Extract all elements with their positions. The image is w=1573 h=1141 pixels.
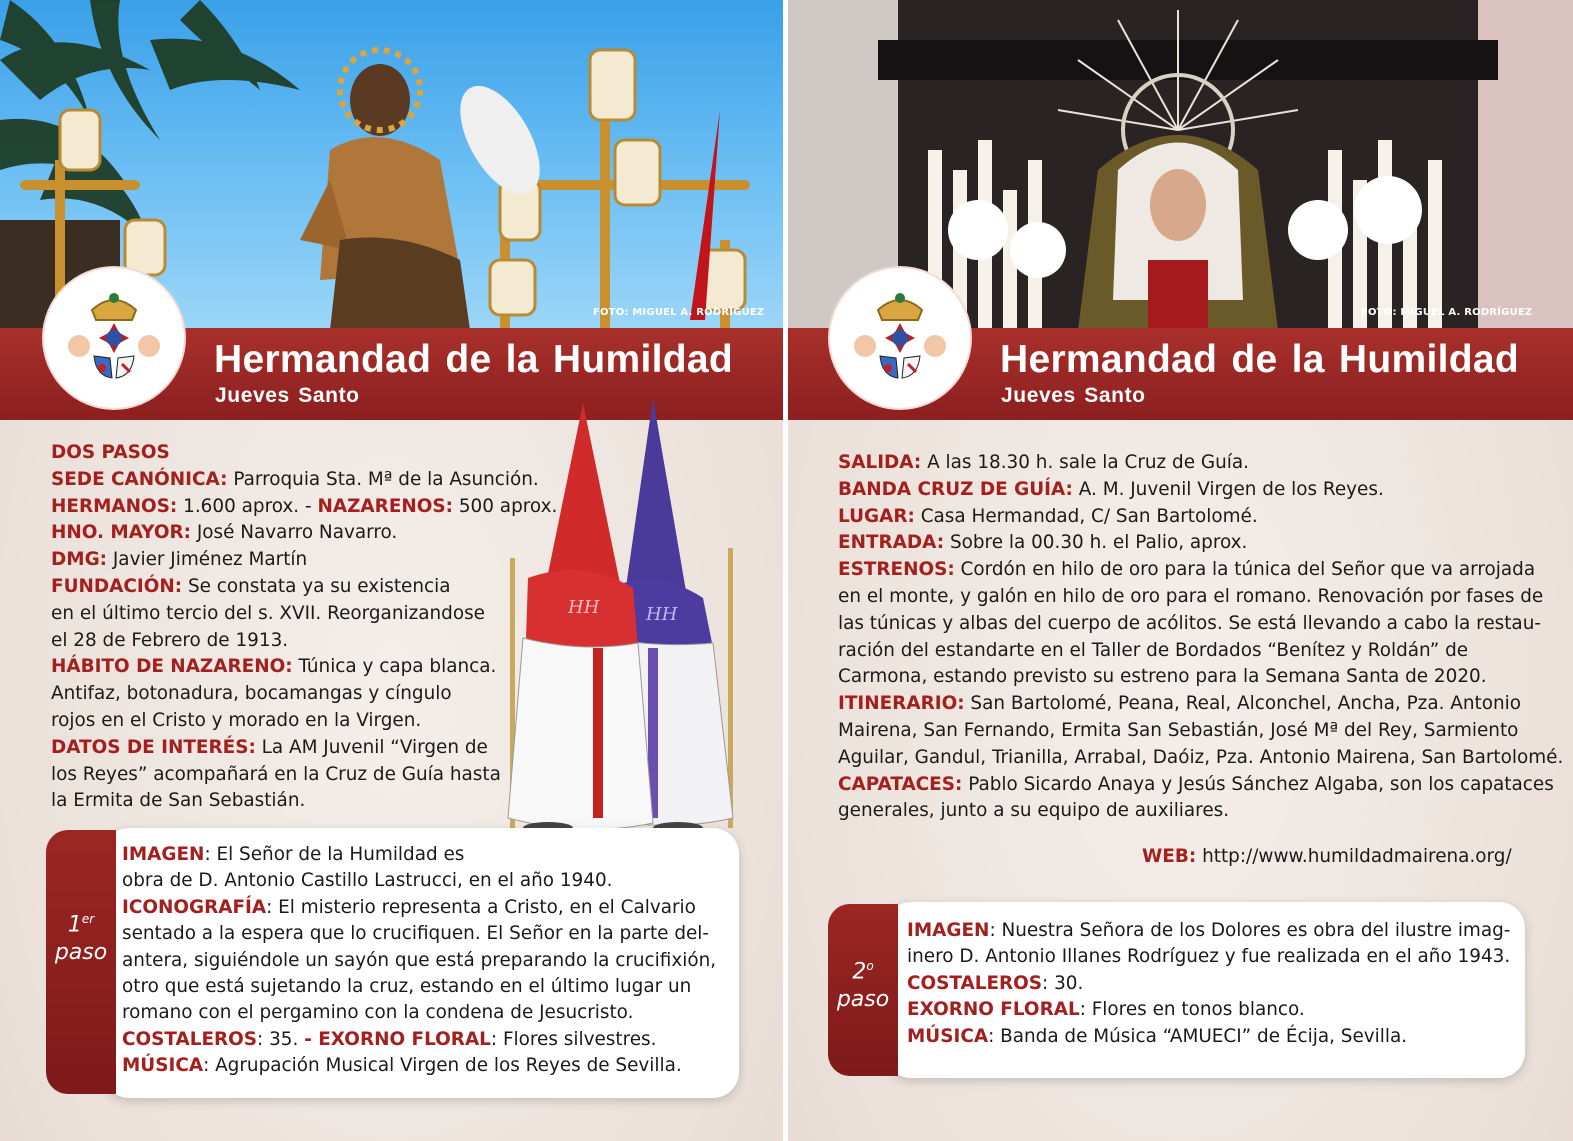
field-label: DMG: xyxy=(51,549,108,571)
web-url[interactable]: http://www.humildadmairena.org/ xyxy=(1196,846,1512,867)
field-label: ICONOGRAFÍA xyxy=(122,896,267,918)
field-value: rojos en el Cristo y morado en la Virgen. xyxy=(51,709,422,731)
left-page xyxy=(0,0,783,1141)
paso-line xyxy=(122,1027,716,1053)
field-value: obra de D. Antonio Castillo Lastrucci, en el año 1940. xyxy=(122,870,613,892)
web-label: WEB: xyxy=(1142,846,1197,867)
field-value: : 35. xyxy=(257,1028,305,1050)
field-label: FUNDACIÓN: xyxy=(51,575,183,597)
field-label: LUGAR: xyxy=(838,505,915,527)
field-label: HNO. MAYOR: xyxy=(51,522,191,544)
paso-line xyxy=(122,974,716,1000)
field-value: Pablo Sicardo Anaya y Jesús Sánchez Algaba, son los capataces xyxy=(962,773,1554,795)
field-value: el 28 de Febrero de 1913. xyxy=(51,629,289,651)
field-label: MÚSICA xyxy=(907,1025,989,1047)
info-line xyxy=(838,450,1563,477)
info-block xyxy=(838,450,1563,825)
paso-line xyxy=(122,868,716,894)
field-value: La AM Juvenil “Virgen de xyxy=(255,736,488,758)
field-label: IMAGEN xyxy=(907,920,990,941)
field-label: ESTRENOS: xyxy=(838,559,955,581)
field-value: : Flores silvestres. xyxy=(490,1028,657,1050)
field-value: sentado a la espera que lo crucifiquen. El Señor en la parte del- xyxy=(122,923,710,945)
field-value: ración del estandarte en el Taller de Bordados “Benítez y Roldán” de xyxy=(838,639,1469,661)
page-title: Hermandad de la Humildad xyxy=(214,338,733,381)
info-line xyxy=(838,477,1563,504)
field-label: DOS PASOS xyxy=(51,442,170,463)
page-title: Hermandad de la Humildad xyxy=(1000,338,1519,381)
info-block xyxy=(51,440,557,815)
page-subtitle: Jueves Santo xyxy=(215,384,360,407)
photo-credit: FOTO: MIGUEL A. RODRÍGUEZ xyxy=(593,307,765,318)
info-line xyxy=(51,735,557,762)
field-value: 1.600 aprox. - xyxy=(177,495,318,517)
svg-text:HH: HH xyxy=(568,597,600,618)
field-value: Parroquia Sta. Mª de la Asunción. xyxy=(227,468,539,490)
page-subtitle: Jueves Santo xyxy=(1001,384,1146,407)
field-label: HÁBITO DE NAZARENO: xyxy=(51,656,293,678)
field-value: Javier Jiménez Martín xyxy=(107,549,308,571)
paso-text xyxy=(122,842,716,1080)
field-value: la Ermita de San Sebastián. xyxy=(51,790,306,812)
field-label: ENTRADA: xyxy=(838,532,945,554)
field-value: Carmona, estando previsto su estreno para la Semana Santa de 2020. xyxy=(838,666,1487,688)
field-label: BANDA CRUZ DE GUÍA: xyxy=(838,478,1073,500)
field-label: - EXORNO FLORAL xyxy=(304,1028,491,1050)
field-label: COSTALEROS xyxy=(907,972,1043,994)
paso-line xyxy=(907,971,1510,997)
field-value: los Reyes” acompañará en la Cruz de Guía hasta xyxy=(51,763,501,785)
web-link[interactable] xyxy=(1142,846,1512,867)
info-line xyxy=(838,611,1563,638)
info-line xyxy=(51,547,557,574)
field-value: : El Señor de la Humildad es xyxy=(204,844,465,865)
field-label: HERMANOS: xyxy=(51,495,178,517)
field-label: SEDE CANÓNICA: xyxy=(51,468,228,490)
field-value: otro que está sujetando la cruz, estando en el último lugar un xyxy=(122,976,692,998)
field-value: Mairena, San Fernando, Ermita San Sebastián, José Mª del Rey, Sarmiento xyxy=(838,719,1519,741)
info-line xyxy=(51,628,557,655)
info-line xyxy=(838,772,1563,799)
field-value: San Bartolomé, Peana, Real, Alconchel, Ancha, Pza. Antonio xyxy=(964,693,1522,715)
field-label: DATOS DE INTERÉS: xyxy=(51,736,256,758)
field-label: COSTALEROS xyxy=(122,1028,258,1050)
info-line xyxy=(51,681,557,708)
info-line xyxy=(838,557,1563,584)
info-line xyxy=(51,440,557,467)
field-label: MÚSICA xyxy=(122,1055,204,1077)
paso-line xyxy=(122,895,716,921)
info-line xyxy=(51,708,557,735)
svg-text:HH: HH xyxy=(646,604,678,625)
info-line xyxy=(51,467,557,494)
field-value: Antifaz, botonadura, bocamangas y cíngulo xyxy=(51,683,452,705)
field-value: Casa Hermandad, C/ San Bartolomé. xyxy=(914,505,1258,527)
paso-text xyxy=(907,918,1510,1050)
paso-ordinal: 1 xyxy=(67,912,82,938)
field-value: Cordón en hilo de oro para la túnica del Señor que va arrojada xyxy=(954,559,1536,581)
paso-line xyxy=(122,842,716,868)
paso-line xyxy=(907,997,1510,1023)
paso-line xyxy=(122,921,716,947)
brotherhood-crest-icon xyxy=(44,268,184,408)
field-value: : Flores en tonos blanco. xyxy=(1079,999,1305,1021)
field-value: generales, junto a su equipo de auxiliares. xyxy=(838,800,1230,822)
field-value: 500 aprox. xyxy=(453,495,558,517)
paso-word: paso xyxy=(54,940,108,966)
paso-tab-label xyxy=(828,952,898,1014)
field-value: : El misterio representa a Cristo, en el Calvario xyxy=(266,896,696,918)
info-line xyxy=(838,718,1563,745)
info-line xyxy=(838,798,1563,825)
field-label: ITINERARIO: xyxy=(838,693,965,715)
field-value: inero D. Antonio Illanes Rodríguez y fue realizada en el año 1943. xyxy=(907,946,1511,968)
field-value: en el último tercio del s. XVII. Reorganizandose xyxy=(51,602,485,624)
paso-line xyxy=(122,1053,716,1079)
info-line xyxy=(51,788,557,815)
paso-line xyxy=(122,948,716,974)
info-line xyxy=(838,664,1563,691)
paso-line xyxy=(907,1024,1510,1050)
brotherhood-crest-icon xyxy=(830,268,970,408)
info-line xyxy=(51,601,557,628)
field-value xyxy=(51,549,307,570)
field-label: NAZARENOS: xyxy=(317,495,454,517)
field-value: Túnica y capa blanca. xyxy=(292,656,497,678)
field-value: las túnicas y albas del cuerpo de acólitos. Se está llevando a cabo la restau- xyxy=(838,612,1541,634)
paso-tab-label xyxy=(46,905,116,967)
info-line xyxy=(51,574,557,601)
field-value: A. M. Juvenil Virgen de los Reyes. xyxy=(1072,478,1384,500)
field-value: : 30. xyxy=(1042,972,1084,994)
field-value: : Agrupación Musical Virgen de los Reyes de Sevilla. xyxy=(203,1055,682,1077)
paso-ordinal-sup: o xyxy=(866,959,874,973)
info-line xyxy=(838,584,1563,611)
info-line xyxy=(51,494,557,521)
field-value: Sobre la 00.30 h. el Palio, aprox. xyxy=(944,532,1248,554)
field-label: EXORNO FLORAL xyxy=(907,999,1080,1021)
paso-ordinal: 2 xyxy=(852,959,867,985)
paso-word: paso xyxy=(836,987,890,1013)
field-value: antera, siguiéndole un sayón que está preparando la crucifixión, xyxy=(122,949,717,971)
field-value: romano con el pergamino con la condena de Jesucristo. xyxy=(122,1002,634,1024)
field-value: José Navarro Navarro. xyxy=(191,522,398,544)
info-line xyxy=(838,530,1563,557)
field-label: CAPATACES: xyxy=(838,773,963,795)
field-value: en el monte, y galón en hilo de oro para el romano. Renovación por fases de xyxy=(838,585,1544,607)
paso-line xyxy=(907,944,1510,970)
photo-credit: FOTO: MIGUEL A. RODRÍGUEZ xyxy=(1361,307,1533,318)
field-value: Aguilar, Gandul, Trianilla, Arrabal, Daóiz, Pza. Antonio Mairena, San Bartolomé. xyxy=(838,746,1564,768)
field-value: : Nuestra Señora de los Dolores es obra del ilustre imag- xyxy=(989,920,1511,941)
field-value: : Banda de Música “AMUECI” de Écija, Sevilla. xyxy=(988,1025,1408,1047)
info-line xyxy=(838,638,1563,665)
field-label: IMAGEN xyxy=(122,844,205,865)
info-line xyxy=(51,654,557,681)
info-line xyxy=(51,520,557,547)
nazarene-illustration xyxy=(498,398,748,838)
info-line xyxy=(838,504,1563,531)
paso-line xyxy=(907,918,1510,944)
paso-ordinal-sup: er xyxy=(81,912,95,926)
field-label: SALIDA: xyxy=(838,452,922,473)
field-value: A las 18.30 h. sale la Cruz de Guía. xyxy=(921,452,1250,473)
info-line xyxy=(838,691,1563,718)
info-line xyxy=(838,745,1563,772)
field-value: Se constata ya su existencia xyxy=(182,575,451,597)
right-page xyxy=(788,0,1573,1141)
paso-line xyxy=(122,1000,716,1026)
info-line xyxy=(51,762,557,789)
